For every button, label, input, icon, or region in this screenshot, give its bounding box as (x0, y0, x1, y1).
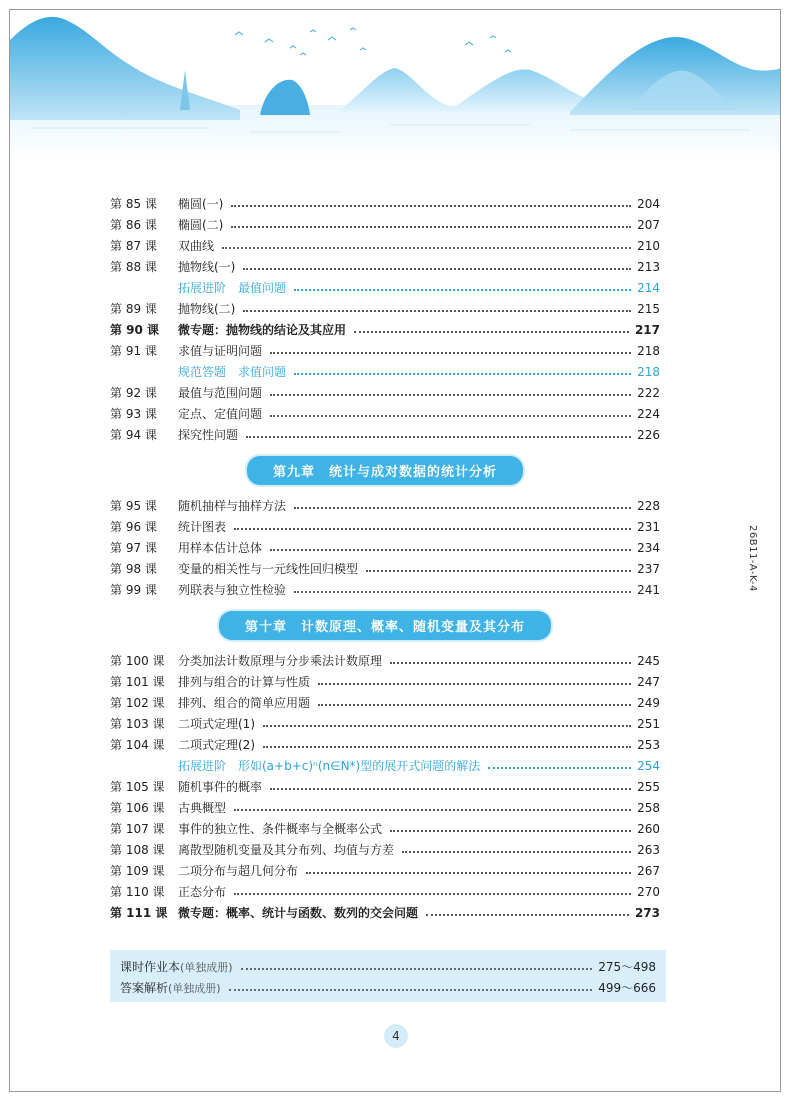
lesson-number: 第 106 课 (110, 801, 165, 815)
lesson-number: 第 111 课 (110, 906, 168, 920)
lesson-title: 抛物线(二) (178, 302, 236, 316)
lesson-row[interactable] (110, 734, 660, 755)
lesson-number: 第 88 课 (110, 260, 157, 274)
supplement-note: (单独成册) (180, 960, 233, 974)
leader-dots (229, 989, 593, 991)
lesson-row[interactable] (110, 713, 660, 734)
chapter-heading-wrap (110, 445, 660, 495)
lesson-page: 245 (637, 653, 660, 668)
lesson-number: 第 89 课 (110, 302, 157, 316)
leader-dots (234, 809, 631, 811)
lesson-page: 241 (637, 582, 660, 597)
leader-dots (390, 662, 631, 664)
leader-dots (270, 352, 631, 354)
lesson-number: 第 99 课 (110, 583, 157, 597)
lesson-row[interactable] (110, 839, 660, 860)
lesson-number: 第 93 课 (110, 407, 157, 421)
leader-dots (222, 247, 631, 249)
leader-dots (234, 893, 631, 895)
lesson-title: 椭圆(二) (178, 218, 224, 232)
lesson-row[interactable] (110, 537, 660, 558)
lesson-number: 第 86 课 (110, 218, 157, 232)
lesson-page: 215 (637, 301, 660, 316)
lesson-row[interactable] (110, 214, 660, 235)
lesson-row[interactable] (110, 495, 660, 516)
lesson-page: 237 (637, 561, 660, 576)
lesson-number: 第 108 课 (110, 843, 165, 857)
leader-dots (270, 394, 631, 396)
lesson-title: 椭圆(一) (178, 197, 224, 211)
lesson-number: 第 110 课 (110, 885, 165, 899)
leader-dots (270, 788, 631, 790)
leader-dots (243, 268, 631, 270)
lesson-title: 列联表与独立性检验 (178, 583, 287, 597)
leader-dots (294, 373, 631, 375)
leader-dots (306, 872, 631, 874)
lesson-title: 分类加法计数原理与分步乘法计数原理 (178, 654, 383, 668)
lesson-title: 统计图表 (178, 520, 227, 534)
lesson-number: 第 109 课 (110, 864, 165, 878)
chapter-heading-wrap (110, 600, 660, 650)
lesson-row[interactable] (110, 692, 660, 713)
lesson-number: 第 100 课 (110, 654, 165, 668)
lesson-row[interactable] (110, 860, 660, 881)
leader-dots (234, 528, 631, 530)
lesson-row[interactable] (110, 340, 660, 361)
lesson-number: 第 87 课 (110, 239, 157, 253)
supplement-row[interactable] (120, 956, 656, 977)
page-number: 4 (384, 1024, 408, 1048)
lesson-row[interactable] (110, 650, 660, 671)
lesson-title: 离散型随机变量及其分布列、均值与方差 (178, 843, 395, 857)
lesson-page: 273 (634, 905, 660, 920)
lesson-row[interactable] (110, 256, 660, 277)
lesson-page: 207 (637, 217, 660, 232)
chapter-heading: 第九章 统计与成对数据的统计分析 (247, 456, 523, 485)
leader-dots (231, 226, 631, 228)
leader-dots (318, 704, 631, 706)
lesson-title: 用样本估计总体 (178, 541, 263, 555)
lesson-row[interactable] (110, 579, 660, 600)
lesson-row[interactable] (110, 319, 660, 340)
lesson-number: 第 91 课 (110, 344, 157, 358)
lesson-number: 第 107 课 (110, 822, 165, 836)
lesson-page: 253 (637, 737, 660, 752)
lesson-row[interactable] (110, 382, 660, 403)
lesson-title: 事件的独立性、条件概率与全概率公式 (178, 822, 383, 836)
leader-dots (270, 549, 631, 551)
supplement-box (110, 950, 666, 1002)
leader-dots (263, 725, 631, 727)
lesson-title: 最值与范围问题 (178, 386, 263, 400)
supplement-note: (单独成册) (168, 981, 221, 995)
lesson-title: 定点、定值问题 (178, 407, 263, 421)
lesson-page: 247 (637, 674, 660, 689)
special-topic-row[interactable] (110, 755, 660, 776)
lesson-page: 267 (637, 863, 660, 878)
supplement-row[interactable] (120, 977, 656, 998)
leader-dots (390, 830, 631, 832)
lesson-number: 第 103 课 (110, 717, 165, 731)
lesson-number: 第 102 课 (110, 696, 165, 710)
leader-dots (246, 436, 631, 438)
leader-dots (263, 746, 631, 748)
lesson-page: 255 (637, 779, 660, 794)
supplement-page: 275～498 (598, 960, 656, 974)
lesson-page: 224 (637, 406, 660, 421)
supplement-title: 答案解析 (120, 981, 169, 995)
leader-dots (231, 205, 631, 207)
lesson-title: 规范答题 求值问题 (178, 365, 287, 379)
lesson-title: 拓展进阶 最值问题 (178, 281, 287, 295)
chapter-heading: 第十章 计数原理、概率、随机变量及其分布 (219, 611, 551, 640)
lesson-title: 排列、组合的简单应用题 (178, 696, 311, 710)
lesson-title: 二项分布与超几何分布 (178, 864, 299, 878)
leader-dots (294, 289, 631, 291)
special-topic-row[interactable] (110, 361, 660, 382)
lesson-page: 254 (637, 758, 660, 773)
supplement-page: 499～666 (598, 981, 656, 995)
lesson-row[interactable] (110, 424, 660, 445)
lesson-page: 234 (637, 540, 660, 555)
lesson-page: 270 (637, 884, 660, 899)
lesson-page: 249 (637, 695, 660, 710)
lesson-page: 218 (637, 343, 660, 358)
lesson-row[interactable] (110, 298, 660, 319)
table-of-contents (110, 193, 660, 923)
lesson-page: 226 (637, 427, 660, 442)
special-topic-row[interactable] (110, 277, 660, 298)
lesson-title: 排列与组合的计算与性质 (178, 675, 311, 689)
lesson-number: 第 95 课 (110, 499, 157, 513)
lesson-row[interactable] (110, 403, 660, 424)
lesson-title: 微专题：概率、统计与函数、数列的交会问题 (178, 906, 419, 920)
leader-dots (402, 851, 631, 853)
lesson-title: 二项式定理(1) (178, 717, 255, 731)
lesson-row[interactable] (110, 881, 660, 902)
leader-dots (241, 968, 593, 970)
supplement-title: 课时作业本 (120, 960, 181, 974)
lesson-row[interactable] (110, 797, 660, 818)
leader-dots (294, 507, 631, 509)
lesson-row[interactable] (110, 776, 660, 797)
leader-dots (488, 767, 631, 769)
lesson-number: 第 92 课 (110, 386, 157, 400)
lesson-number: 第 101 课 (110, 675, 165, 689)
lesson-title: 二项式定理(2) (178, 738, 255, 752)
lesson-row[interactable] (110, 558, 660, 579)
leader-dots (426, 914, 629, 916)
lesson-number: 第 90 课 (110, 323, 160, 337)
lesson-page: 228 (637, 498, 660, 513)
lesson-page: 251 (637, 716, 660, 731)
lesson-title: 探究性问题 (178, 428, 239, 442)
lesson-page: 214 (637, 280, 660, 295)
lesson-row[interactable] (110, 193, 660, 214)
lesson-page: 218 (637, 364, 660, 379)
lesson-title: 拓展进阶 形如(a+b+c)ⁿ(n∈N*)型的展开式问题的解法 (178, 759, 481, 773)
lesson-page: 222 (637, 385, 660, 400)
lesson-number: 第 97 课 (110, 541, 157, 555)
lesson-title: 变量的相关性与一元线性回归模型 (178, 562, 359, 576)
lesson-title: 古典概型 (178, 801, 227, 815)
lesson-number: 第 96 课 (110, 520, 157, 534)
lesson-row[interactable] (110, 671, 660, 692)
lesson-page: 231 (637, 519, 660, 534)
leader-dots (270, 415, 631, 417)
leader-dots (243, 310, 631, 312)
lesson-title: 随机抽样与抽样方法 (178, 499, 287, 513)
side-code: 26B11-A-K-4 (747, 525, 758, 592)
lesson-title: 双曲线 (178, 239, 215, 253)
lesson-number: 第 105 课 (110, 780, 165, 794)
lesson-row[interactable] (110, 235, 660, 256)
lesson-number: 第 104 课 (110, 738, 165, 752)
leader-dots (354, 331, 629, 333)
landscape-banner (10, 10, 781, 160)
lesson-page: 213 (637, 259, 660, 274)
leader-dots (318, 683, 631, 685)
lesson-page: 210 (637, 238, 660, 253)
lesson-row[interactable] (110, 818, 660, 839)
lesson-number: 第 98 课 (110, 562, 157, 576)
leader-dots (366, 570, 631, 572)
lesson-title: 微专题：抛物线的结论及其应用 (178, 323, 347, 337)
lesson-title: 抛物线(一) (178, 260, 236, 274)
lesson-number: 第 94 课 (110, 428, 157, 442)
lesson-number: 第 85 课 (110, 197, 157, 211)
lesson-page: 204 (637, 196, 660, 211)
lesson-title: 随机事件的概率 (178, 780, 263, 794)
lesson-page: 263 (637, 842, 660, 857)
lesson-row[interactable] (110, 516, 660, 537)
lesson-page: 260 (637, 821, 660, 836)
lesson-page: 258 (637, 800, 660, 815)
lesson-row[interactable] (110, 902, 660, 923)
lesson-title: 正态分布 (178, 885, 227, 899)
leader-dots (294, 591, 631, 593)
lesson-page: 217 (634, 322, 660, 337)
lesson-title: 求值与证明问题 (178, 344, 263, 358)
